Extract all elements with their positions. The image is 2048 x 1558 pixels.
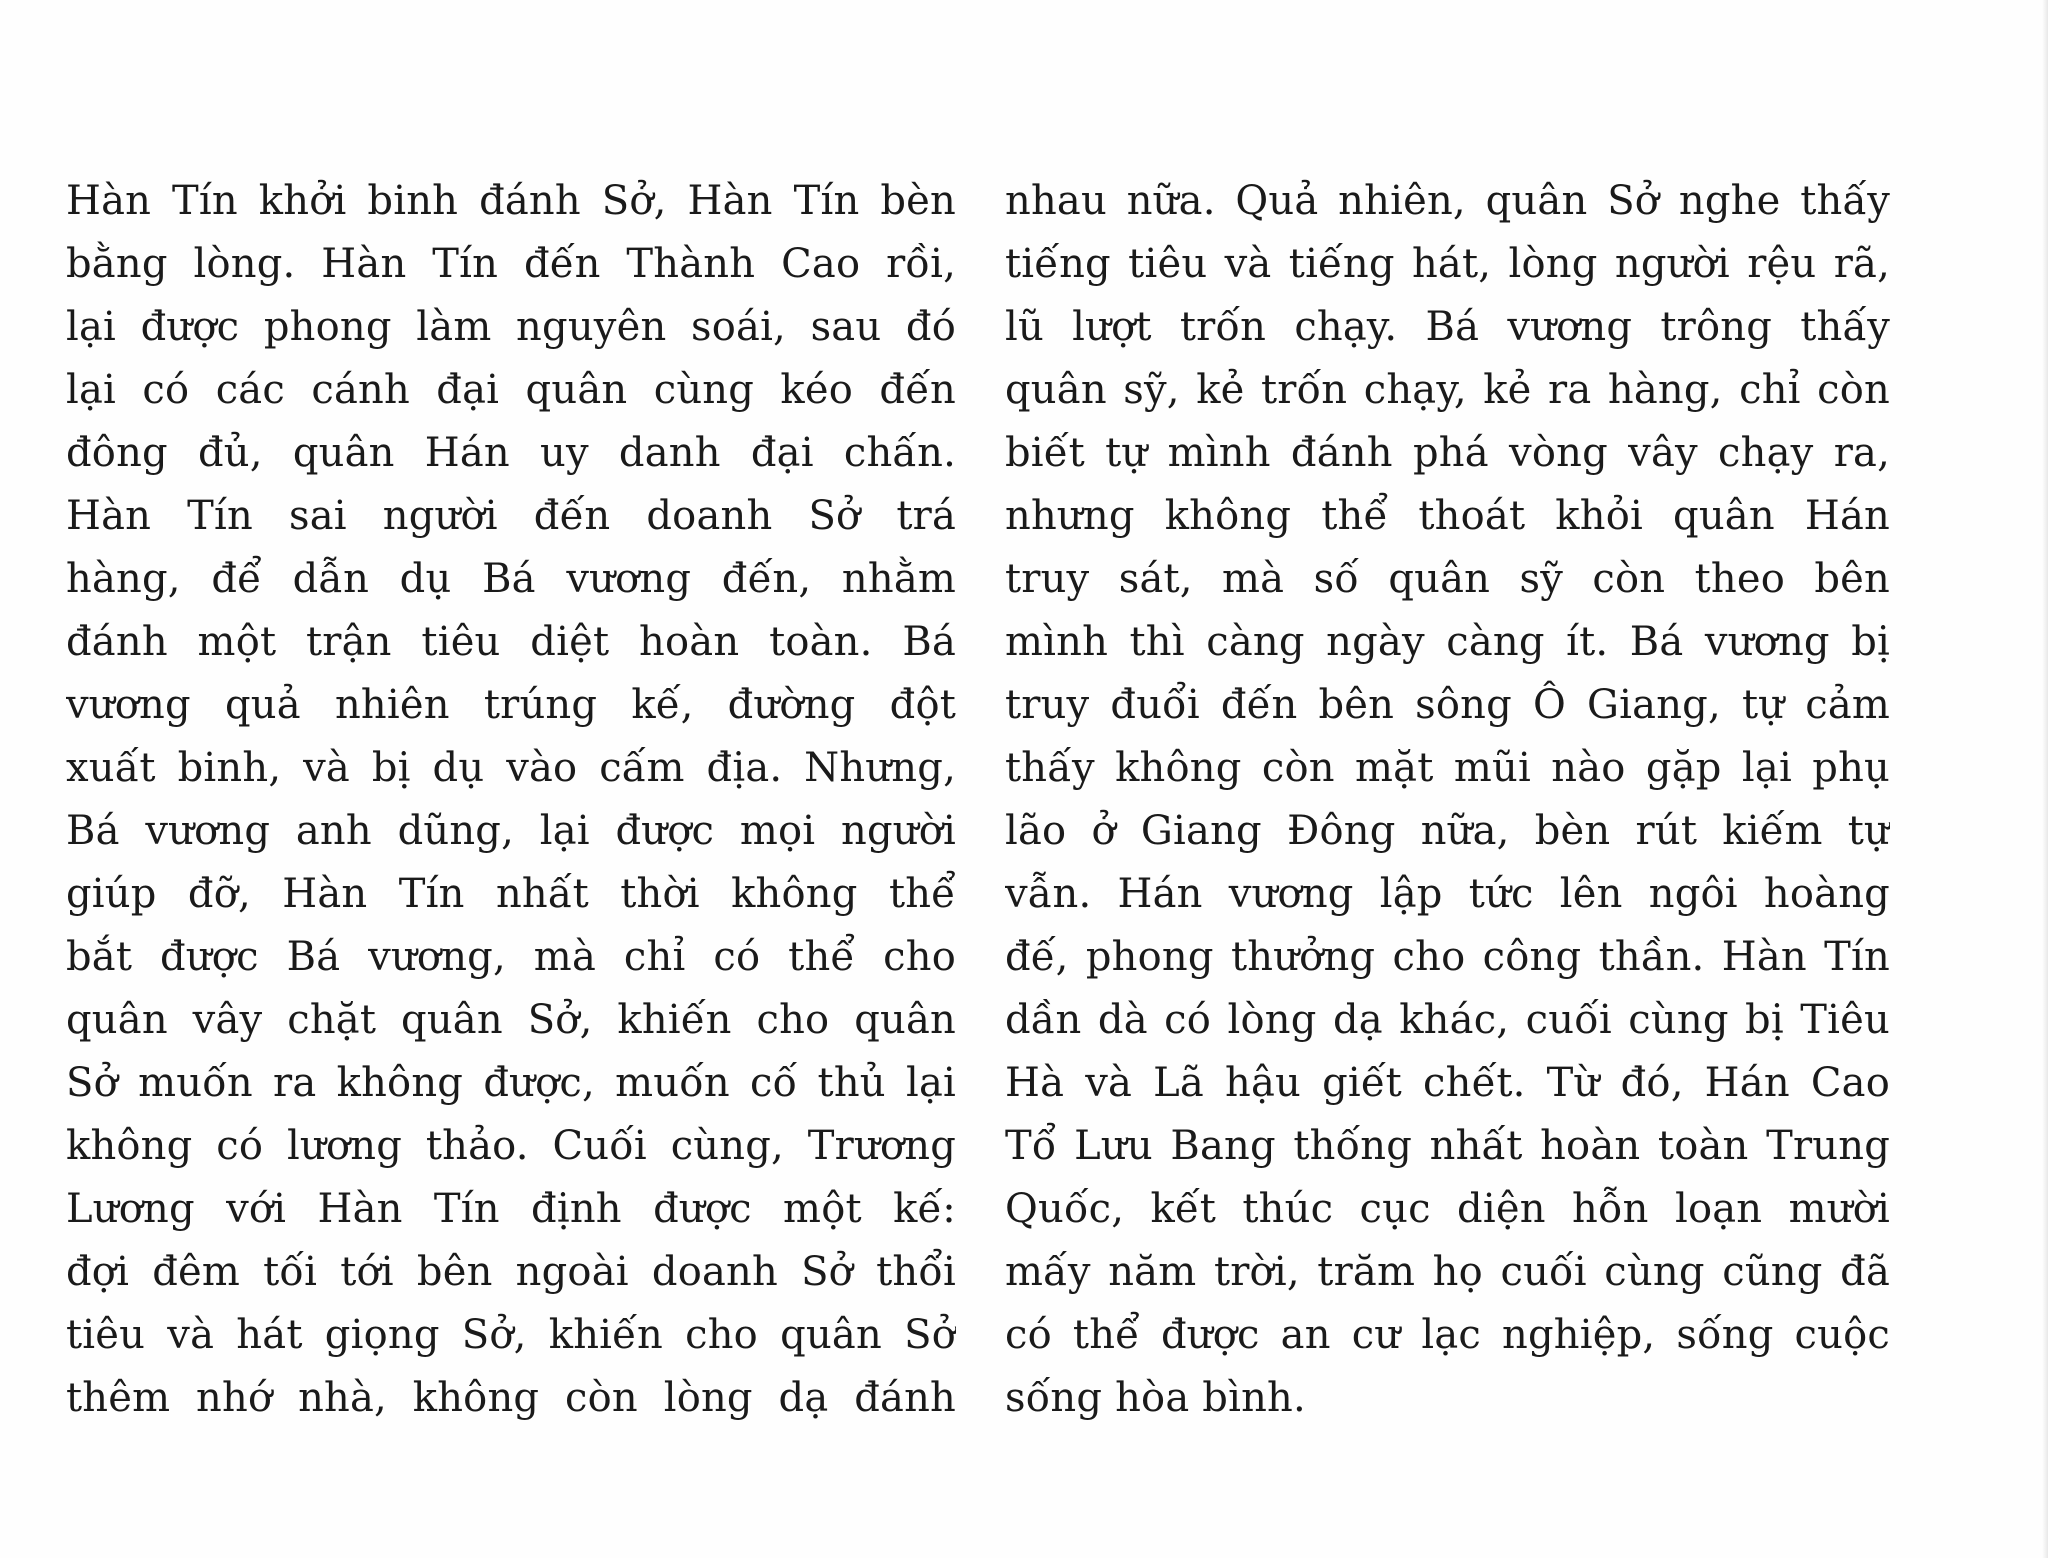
text-line: vẫn. Hán vương lập tức lên ngôi hoàng (1005, 871, 1890, 917)
text-line: thấy không còn mặt mũi nào gặp lại phụ (1005, 745, 1890, 791)
text-line: không có lương thảo. Cuối cùng, Trương (66, 1123, 956, 1169)
text-line: dần dà có lòng dạ khác, cuối cùng bị Tiêu (1005, 997, 1890, 1043)
text-line: Hàn Tín sai người đến doanh Sở trá (66, 493, 956, 539)
text-line: đợi đêm tối tới bên ngoài doanh Sở thổi (66, 1249, 956, 1295)
text-line: quân sỹ, kẻ trốn chạy, kẻ ra hàng, chỉ còn (1005, 367, 1890, 413)
text-line: mình thì càng ngày càng ít. Bá vương bị (1005, 619, 1890, 665)
text-line: lại có các cánh đại quân cùng kéo đến (66, 367, 956, 413)
text-line: truy sát, mà số quân sỹ còn theo bên (1005, 556, 1890, 602)
text-line: truy đuổi đến bên sông Ô Giang, tự cảm (1005, 682, 1890, 728)
text-line: Bá vương anh dũng, lại được mọi người (66, 808, 956, 854)
text-column-right (1005, 170, 1890, 1430)
text-line: giúp đỡ, Hàn Tín nhất thời không thể (66, 871, 956, 917)
text-line: nhưng không thể thoát khỏi quân Hán (1005, 493, 1890, 539)
page-edge (2042, 0, 2048, 1558)
text-line: hàng, để dẫn dụ Bá vương đến, nhằm (66, 556, 956, 602)
text-line: vương quả nhiên trúng kế, đường đột (66, 682, 956, 728)
text-line: đế, phong thưởng cho công thần. Hàn Tín (1005, 934, 1890, 980)
text-line: tiêu và hát giọng Sở, khiến cho quân Sở (66, 1312, 956, 1358)
text-line: lão ở Giang Đông nữa, bèn rút kiếm tự (1005, 808, 1890, 854)
text-line: bằng lòng. Hàn Tín đến Thành Cao rồi, (66, 241, 956, 287)
text-line: Tổ Lưu Bang thống nhất hoàn toàn Trung (1005, 1123, 1890, 1169)
text-line: nhau nữa. Quả nhiên, quân Sở nghe thấy (1005, 178, 1890, 224)
text-line: bắt được Bá vương, mà chỉ có thể cho (66, 934, 956, 980)
text-line: đông đủ, quân Hán uy danh đại chấn. (66, 430, 956, 476)
text-line: tiếng tiêu và tiếng hát, lòng người rệu rã, (1005, 241, 1890, 287)
text-line: lũ lượt trốn chạy. Bá vương trông thấy (1005, 304, 1890, 350)
text-line: Lương với Hàn Tín định được một kế: (66, 1186, 956, 1232)
text-line: mấy năm trời, trăm họ cuối cùng cũng đã (1005, 1249, 1890, 1295)
text-line: xuất binh, và bị dụ vào cấm địa. Nhưng, (66, 745, 956, 791)
text-line: Hà và Lã hậu giết chết. Từ đó, Hán Cao (1005, 1060, 1890, 1106)
text-line: sống hòa bình. (1005, 1375, 1306, 1421)
text-line: thêm nhớ nhà, không còn lòng dạ đánh (66, 1375, 956, 1421)
text-line: biết tự mình đánh phá vòng vây chạy ra, (1005, 430, 1890, 476)
text-column-left (66, 170, 956, 1430)
text-line: Quốc, kết thúc cục diện hỗn loạn mười (1005, 1186, 1890, 1232)
text-line: lại được phong làm nguyên soái, sau đó (66, 304, 956, 350)
text-line: có thể được an cư lạc nghiệp, sống cuộc (1005, 1312, 1890, 1358)
text-line: đánh một trận tiêu diệt hoàn toàn. Bá (66, 619, 956, 665)
text-line: Hàn Tín khởi binh đánh Sở, Hàn Tín bèn (66, 178, 956, 224)
text-line: quân vây chặt quân Sở, khiến cho quân (66, 997, 956, 1043)
text-line: Sở muốn ra không được, muốn cố thủ lại (66, 1060, 956, 1106)
